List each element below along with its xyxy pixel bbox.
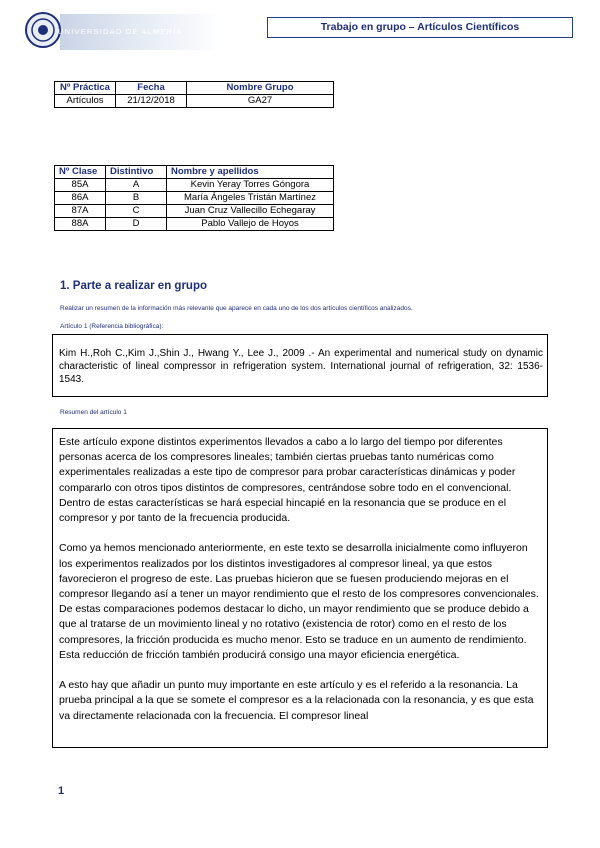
header-cell: Nº Clase xyxy=(55,166,106,179)
badge-letter: B xyxy=(106,192,167,205)
header-cell: Nombre y apellidos xyxy=(167,166,334,179)
members-table xyxy=(54,165,334,231)
table-cell: GA27 xyxy=(187,95,334,108)
table-row xyxy=(55,179,334,192)
header-cell: Nombre Grupo xyxy=(187,82,334,95)
reference-box xyxy=(52,334,548,397)
member-name: María Ángeles Tristán Martínez xyxy=(167,192,334,205)
table-cell: 21/12/2018 xyxy=(116,95,187,108)
header-cell: Fecha xyxy=(116,82,187,95)
table-cell: Artículos xyxy=(55,95,116,108)
page-number: 1 xyxy=(58,785,65,797)
reference-text: Kim H.,Roh C.,Kim J.,Shin J., Hwang Y., Lee J., 2009 .- An experimental and numerical study on dynamic characteristic of lineal compressor in refrigeration system. International journal of refrigeration, 32: 1536-1543. xyxy=(59,348,543,385)
table-row xyxy=(55,205,334,218)
badge-letter: C xyxy=(106,205,167,218)
table-row xyxy=(55,218,334,231)
summary-label: Resumen del artículo 1 xyxy=(60,409,127,416)
member-name: Pablo Vallejo de Hoyos xyxy=(167,218,334,231)
table-row xyxy=(55,192,334,205)
header-cell: Distintivo xyxy=(106,166,167,179)
member-name: Juan Cruz Vallecillo Echegaray xyxy=(167,205,334,218)
badge-letter: D xyxy=(106,218,167,231)
practice-table xyxy=(54,81,334,108)
member-name: Kevin Yeray Torres Góngora xyxy=(167,179,334,192)
article-label: Artículo 1 (Referencia bibliográfica): xyxy=(60,323,164,330)
university-name: UNIVERSIDAD DE ALMERÍA xyxy=(58,27,183,36)
class-number: 86A xyxy=(55,192,106,205)
class-number: 85A xyxy=(55,179,106,192)
university-seal-icon xyxy=(24,11,62,49)
badge-letter: A xyxy=(106,179,167,192)
section-title: 1. Parte a realizar en grupo xyxy=(60,280,208,292)
class-number: 88A xyxy=(55,218,106,231)
header-cell: Nº Práctica xyxy=(55,82,116,95)
summary-paragraph: Este artículo expone distintos experimentos llevados a cabo a lo largo del tiempo por diferentes personas acerca de los compresores lineales; también ciertas pruebas tanto numéricas como experimentales realizadas a este tipo de compresor para probar características dinámicas y poder compararlo con otros tipos distintos de compresores, centrándose sobre todo en el convencional. Dentro de estas características se hará especial hincapié en la resonancia que se produce en el compresor y por tanto de la frecuencia producida. xyxy=(59,436,516,525)
summary-paragraph: Como ya hemos mencionado anteriormente, en este texto se desarrolla inicialmente como influyeron los experimentos realizados por los distintos investigadores al compresor lineal, ya que estos favorecieron el progreso de este. Las pruebas hicieron que se fuesen produciendo mejoras en el compresor llegando así a tener un mayor rendimiento que el resto de los compresores convencionales. De estas comparaciones podemos destacar lo dicho, un mayor rendimiento que se produce debido a que al tratarse de un movimiento lineal y no rotativo (existencia de rotor) como en el resto de los compresores, la fricción producida es mucho menor. Esto se traduce en un aumento de rendimiento. Esta reducción de fricción también producirá consigo una mayor eficiencia energética. xyxy=(59,542,539,661)
document-title: Trabajo en grupo – Artículos Científicos xyxy=(267,17,573,38)
summary-paragraph: A esto hay que añadir un punto muy importante en este artículo y es el referido a la resonancia. La prueba principal a la que se somete el compresor es a la relacionada con la resonancia, y es que esta va directamente relacionada con la frecuencia. El compresor lineal xyxy=(59,679,534,722)
class-number: 87A xyxy=(55,205,106,218)
instruction-text: Realizar un resumen de la información más relevante que aparece en cada uno de los dos artículos científicos analizados. xyxy=(60,305,413,312)
summary-box xyxy=(52,428,548,748)
